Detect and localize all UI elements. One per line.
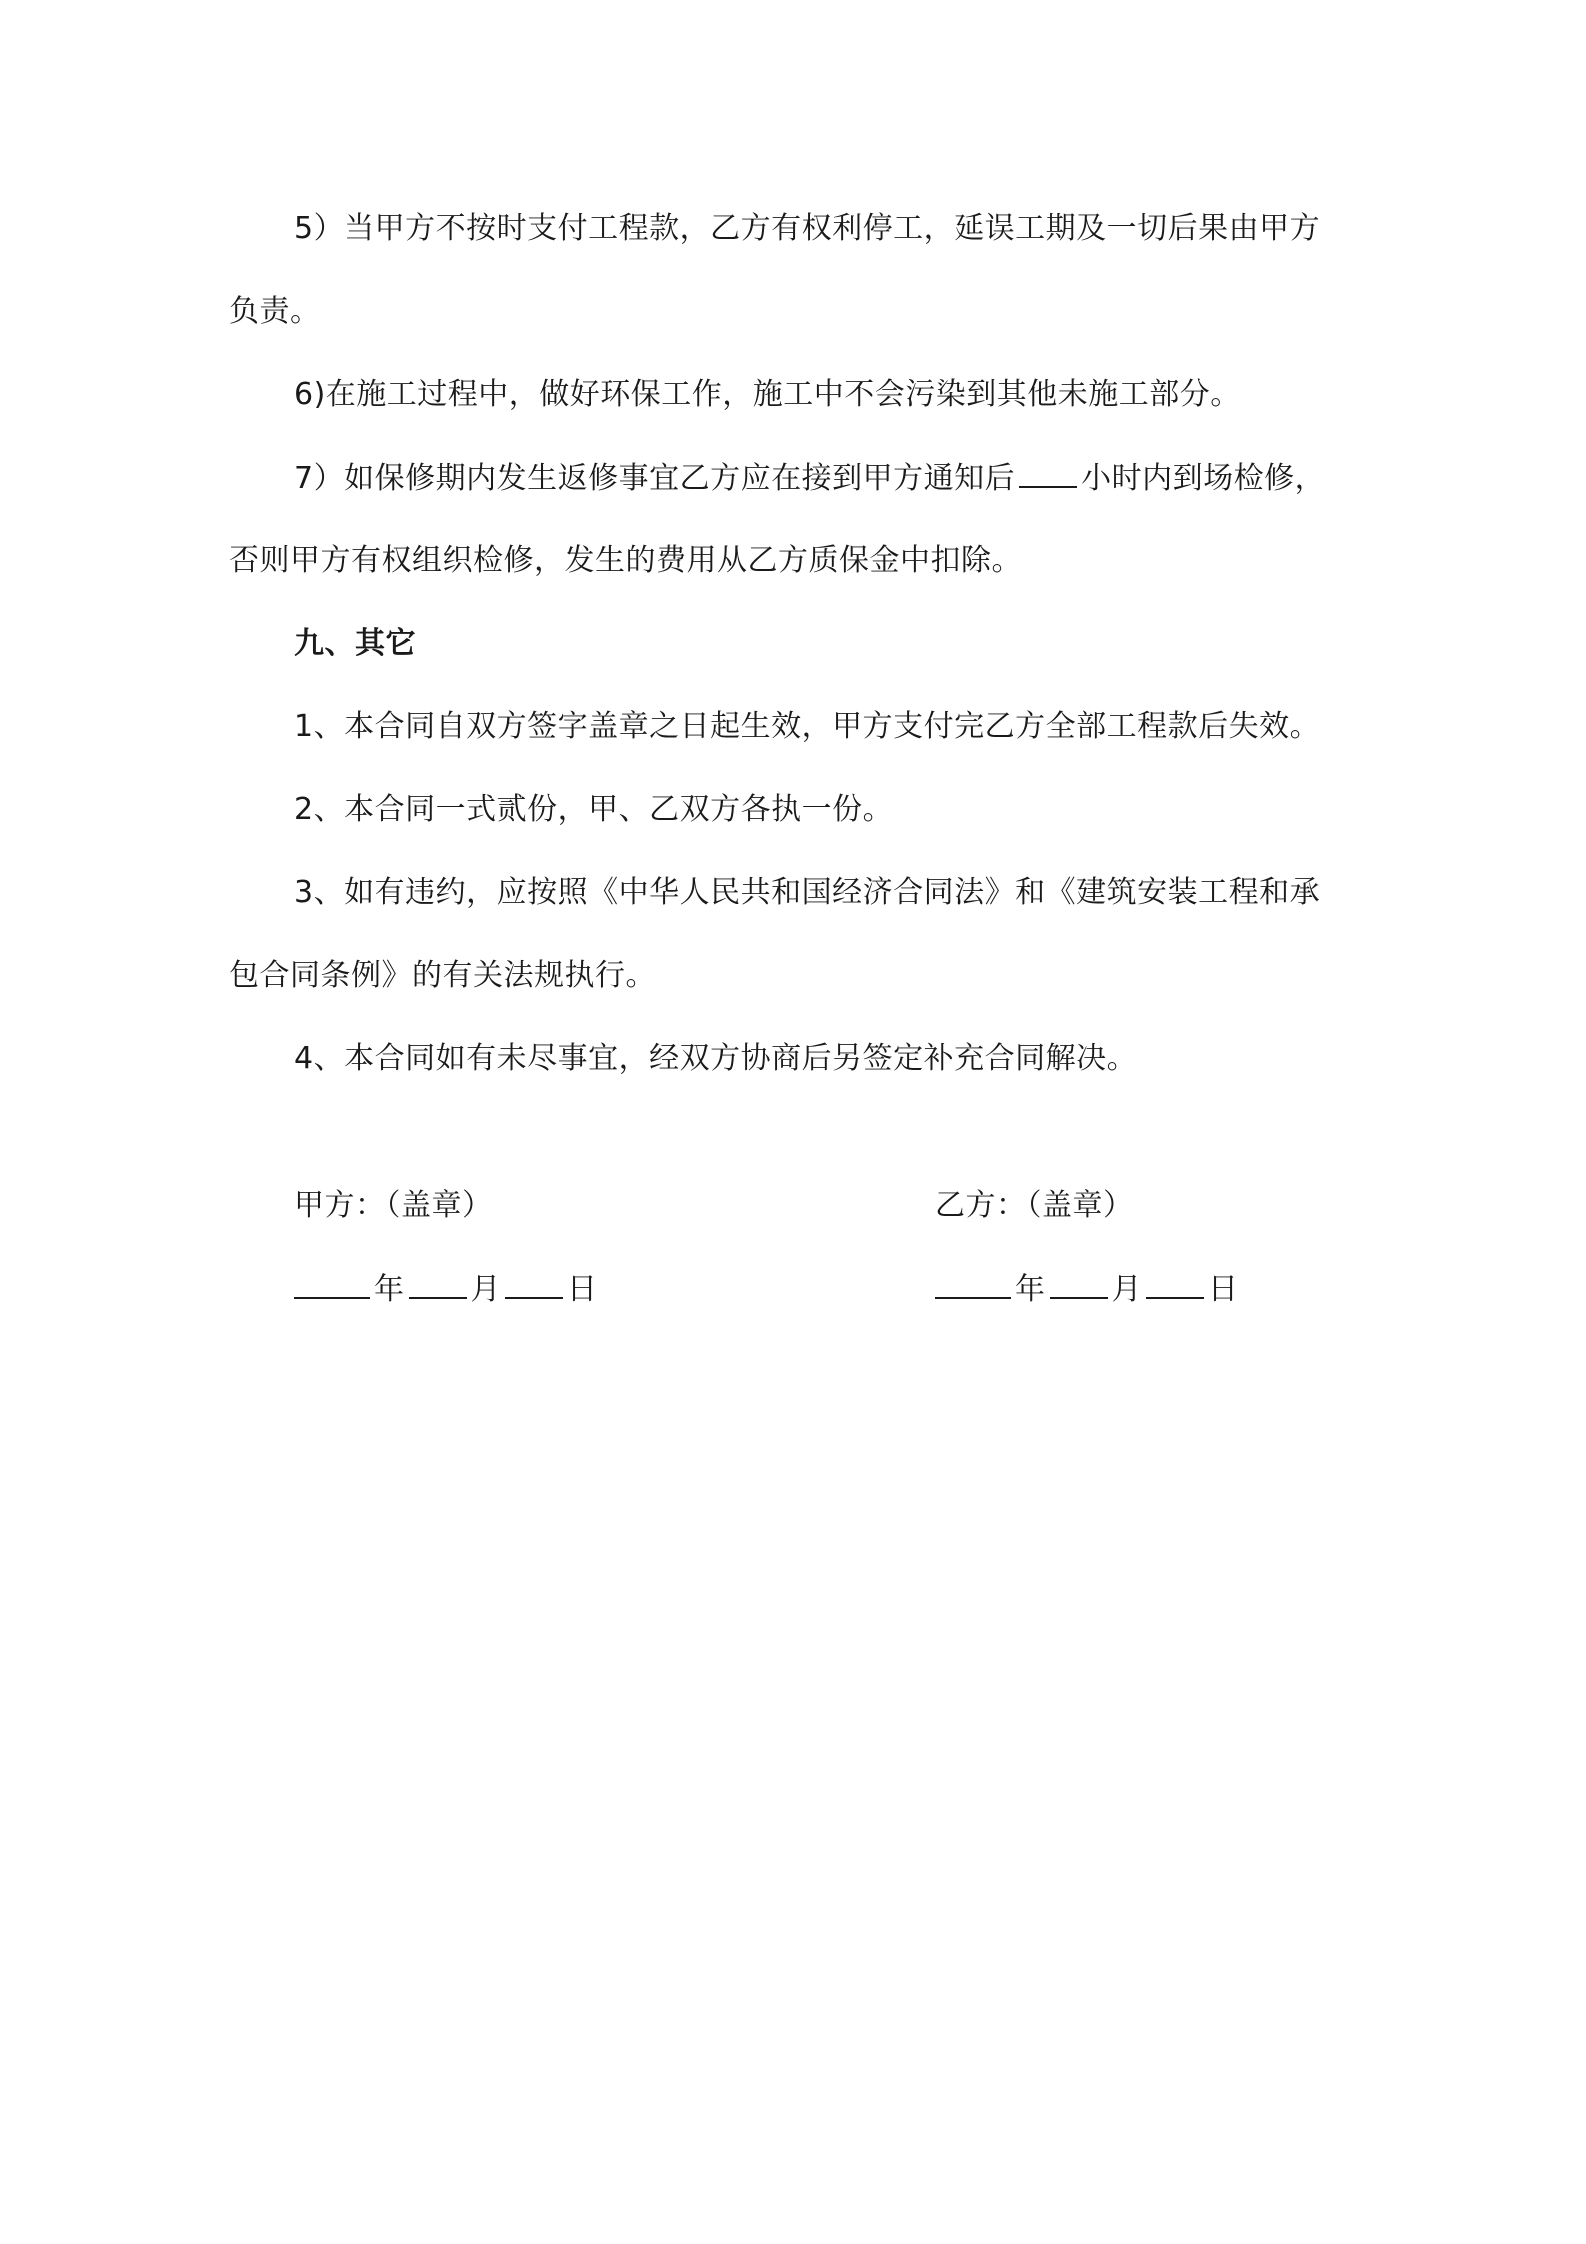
section-nine-heading: 九、其它 <box>294 626 416 661</box>
day-label: 日 <box>567 1272 598 1307</box>
hours-blank <box>1019 458 1077 488</box>
month-label: 月 <box>1111 1272 1142 1307</box>
clause-7-line-1 <box>294 458 1325 499</box>
clause-7-text-b: 小时内到场检修， <box>1081 461 1326 496</box>
clause-5-line-1: 5）当甲方不按时支付工程款，乙方有权利停工，延误工期及一切后果由甲方 <box>294 211 1321 246</box>
month-blank <box>409 1269 467 1299</box>
day-blank <box>505 1269 563 1299</box>
year-blank <box>935 1269 1011 1299</box>
party-a-date <box>294 1269 598 1310</box>
year-label: 年 <box>374 1272 405 1307</box>
party-b-date <box>935 1269 1239 1310</box>
day-blank <box>1146 1269 1204 1299</box>
clause-5-line-2: 负责。 <box>229 294 321 329</box>
party-b-seal-label: 乙方：（盖章） <box>935 1188 1134 1223</box>
section-nine-item-1: 1、本合同自双方签字盖章之日起生效，甲方支付完乙方全部工程款后失效。 <box>294 709 1321 744</box>
clause-7-line-2: 否则甲方有权组织检修，发生的费用从乙方质保金中扣除。 <box>229 543 1022 578</box>
month-blank <box>1050 1269 1108 1299</box>
year-blank <box>294 1269 370 1299</box>
section-nine-item-4: 4、本合同如有未尽事宜，经双方协商后另签定补充合同解决。 <box>294 1041 1138 1076</box>
month-label: 月 <box>470 1272 501 1307</box>
year-label: 年 <box>1015 1272 1046 1307</box>
day-label: 日 <box>1208 1272 1239 1307</box>
section-nine-item-3-line-2: 包合同条例》的有关法规执行。 <box>229 958 656 993</box>
clause-7-text-a: 7）如保修期内发生返修事宜乙方应在接到甲方通知后 <box>294 461 1016 496</box>
section-nine-item-2: 2、本合同一式贰份，甲、乙双方各执一份。 <box>294 792 894 827</box>
section-nine-item-3-line-1: 3、如有违约，应按照《中华人民共和国经济合同法》和《建筑安装工程和承 <box>294 875 1321 910</box>
party-a-seal-label: 甲方：（盖章） <box>294 1188 493 1223</box>
clause-6: 6)在施工过程中，做好环保工作，施工中不会污染到其他未施工部分。 <box>294 377 1241 412</box>
